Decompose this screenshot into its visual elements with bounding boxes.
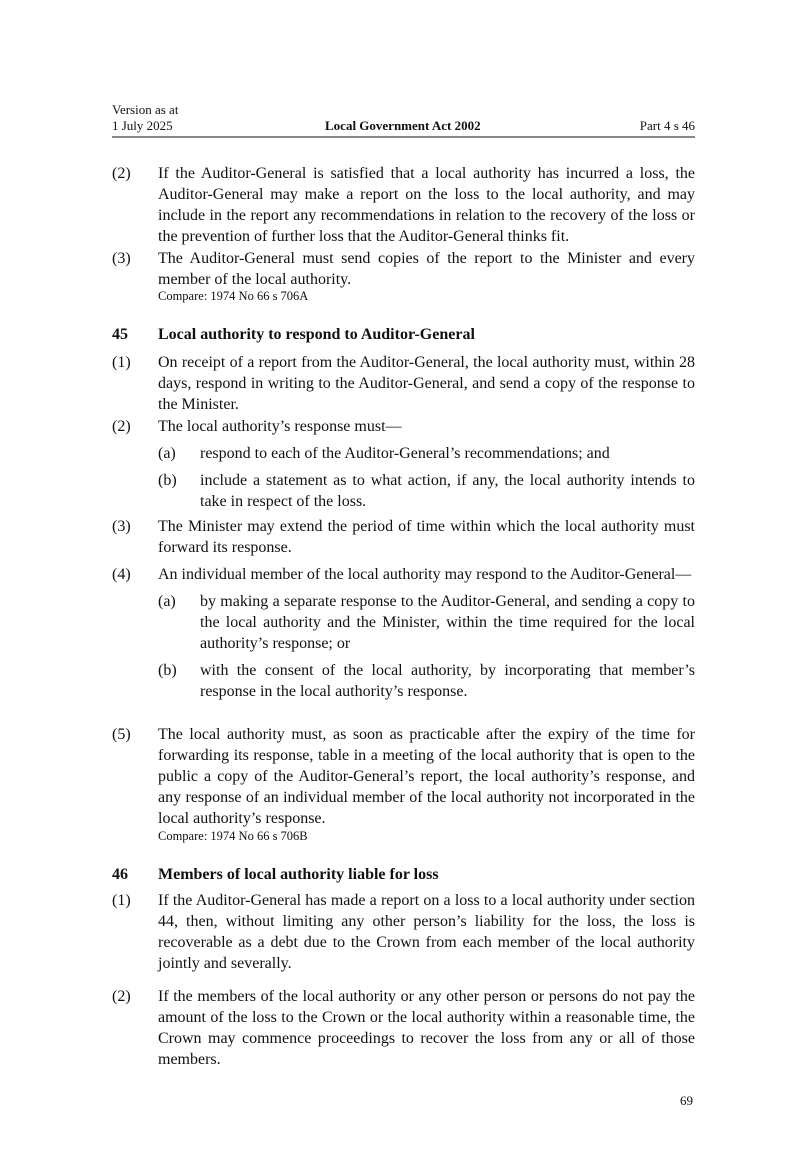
subsection-text: The Auditor-General must send copies of the report to the Minister and every member of the local authority.: [158, 250, 695, 288]
s45-subsection-1: [112, 352, 695, 415]
paragraph-text: with the consent of the local authority, by incorporating that member’s response in the local authority’s response.: [200, 662, 695, 700]
subsection-text: The local authority must, as soon as practicable after the expiry of the time for forwarding its response, table in a meeting of the local authority that is open to the public a copy of the Auditor-General’s report, the local authority’s response, and any response of an individual member of the local authority not incorporated in the local authority’s response.: [158, 726, 695, 827]
s46-subsection-2: [112, 986, 695, 1070]
page-number: 69: [680, 1093, 693, 1108]
paragraph-text: include a statement as to what action, if any, the local authority intends to take in respect of the loss.: [200, 472, 695, 510]
paragraph-number: (a): [158, 593, 176, 610]
paragraph-b: [112, 660, 695, 702]
s45-subsection-4: [112, 564, 695, 702]
s45-subsection-2: [112, 416, 695, 512]
subsection-text: An individual member of the local authority may respond to the Auditor-General—: [158, 566, 692, 583]
version-date: 1 July 2025: [112, 118, 173, 133]
subsection-number: (3): [112, 250, 131, 267]
subsection-text: If the Auditor-General has made a report on a loss to a local authority under section 44, then, without limiting any other person’s liability for the loss, the loss is recoverable as a debt due to the Crown from each member of the local authority jointly and severally.: [158, 892, 695, 972]
section-title: Local authority to respond to Auditor-General: [158, 326, 475, 343]
section-45-heading: [112, 326, 475, 344]
paragraph-a: [112, 591, 695, 654]
paragraph-number: (a): [158, 445, 176, 462]
subsection-text: If the Auditor-General is satisfied that a local authority has incurred a loss, the Auditor-General may make a report on the loss to the local authority, and may include in the report any recommendations in relation to the recovery of the loss or the prevention of further loss that the Auditor-General thinks fit.: [158, 165, 695, 245]
subsection-number: (3): [112, 518, 131, 535]
paragraph-text: respond to each of the Auditor-General’s recommendations; and: [200, 445, 610, 462]
subsection-text: If the members of the local authority or any other person or persons do not pay the amount of the loss to the Crown or the local authority within a reasonable time, the Crown may commence proceedings to recover the loss from any or all of those members.: [158, 988, 695, 1068]
compare-note: Compare: 1974 No 66 s 706A: [158, 289, 309, 303]
subsection-number: (2): [112, 165, 131, 182]
paragraph-b: [112, 470, 695, 512]
subsection-number: (1): [112, 354, 131, 371]
subsection-number: (4): [112, 566, 131, 583]
subsection-number: (2): [112, 418, 131, 435]
section-number: 45: [112, 326, 128, 343]
paragraph-a: [112, 443, 695, 464]
subsection-number: (5): [112, 726, 131, 743]
subsection-text: The local authority’s response must—: [158, 418, 402, 435]
version-label: Version as at: [112, 102, 179, 117]
section-number: 46: [112, 866, 128, 883]
subsection-text: The Minister may extend the period of time within which the local authority must forward its response.: [158, 518, 695, 556]
s46-subsection-1: [112, 890, 695, 974]
subsection-number: (2): [112, 988, 131, 1005]
subsection-number: (1): [112, 892, 131, 909]
s44-subsection-3: [112, 248, 695, 290]
s44-subsection-2: [112, 163, 695, 247]
section-46-heading: [112, 866, 439, 884]
paragraph-text: by making a separate response to the Auditor-General, and sending a copy to the local authority and the Minister, within the time required for the local authority’s response; or: [200, 593, 695, 652]
version-header: [112, 102, 178, 134]
compare-note: Compare: 1974 No 66 s 706B: [158, 829, 308, 843]
section-ref: Part 4 s 46: [639, 118, 695, 133]
section-title: Members of local authority liable for loss: [158, 866, 439, 883]
s45-subsection-5: [112, 724, 695, 829]
paragraph-number: (b): [158, 662, 177, 679]
subsection-text: On receipt of a report from the Auditor-General, the local authority must, within 28 days, respond in writing to the Auditor-General, and send a copy of the response to the Minister.: [158, 354, 695, 413]
paragraph-number: (b): [158, 472, 177, 489]
act-title: Local Government Act 2002: [325, 118, 481, 133]
header-rule: [112, 136, 695, 138]
s45-subsection-3: [112, 516, 695, 558]
